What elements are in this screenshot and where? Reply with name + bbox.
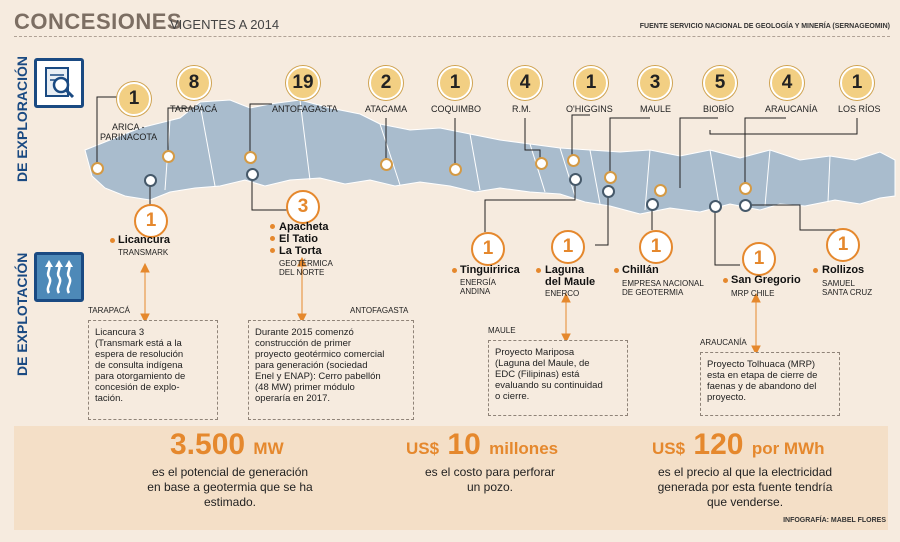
- note-label: MAULE: [488, 326, 516, 335]
- note-line: (Laguna del Maule, de: [495, 358, 590, 369]
- region-count-badge: 4: [508, 66, 542, 100]
- region-label: LOS RÍOS: [838, 104, 881, 114]
- stat-description: [400, 465, 580, 495]
- region-label: ARICA -: [112, 122, 145, 132]
- plant-company: ENERCO: [545, 289, 580, 298]
- note-box-araucania: [700, 352, 840, 416]
- note-line: Proyecto Tolhuaca (MRP): [707, 359, 816, 370]
- region-marker: [91, 162, 104, 175]
- note-box-tarapaca: [88, 320, 218, 420]
- stat-desc-line: que venderse.: [706, 495, 784, 509]
- plant-name: Chillán: [622, 264, 659, 276]
- region-count-badge: 5: [703, 66, 737, 100]
- note-line: construcción de primer: [255, 338, 352, 349]
- stat-description: [130, 465, 330, 510]
- note-line: (Transmark está a la: [95, 338, 182, 349]
- region-label: MAULE: [640, 104, 672, 114]
- region-count-badge: 19: [286, 66, 320, 100]
- region-label-line2: PARINACOTA: [100, 132, 158, 142]
- plant-name: Tinguiririca: [460, 264, 520, 276]
- infographic-credit: INFOGRAFÍA: MABEL FLORES: [783, 517, 886, 524]
- region-marker: [535, 157, 548, 170]
- region-label: BIOBÍO: [703, 104, 735, 114]
- stat-desc-line: es el costo para perforar: [424, 465, 556, 479]
- stat-desc-line: un pozo.: [466, 480, 514, 494]
- stat-desc-line: es el potencial de generación: [151, 465, 309, 479]
- note-line: Proyecto Mariposa: [495, 347, 575, 358]
- section-label-explotacion: DE EXPLOTACIÓN: [14, 252, 30, 376]
- stat-prefix: US$: [406, 439, 440, 458]
- stat-number: 120: [693, 428, 744, 461]
- plant-name-line2: del Maule: [545, 276, 596, 288]
- note-line: Enel y ENAP): Cerro pabellón: [255, 371, 381, 382]
- region-count-badge: 1: [117, 82, 151, 116]
- region-label: ARAUCANÍA: [765, 104, 818, 114]
- plant-name: La Torta: [279, 245, 322, 257]
- plant-company: SAMUEL: [822, 279, 855, 288]
- plant-name: Laguna: [545, 264, 585, 276]
- region-label: TARAPACÁ: [170, 104, 218, 114]
- note-box-antofagasta: [248, 320, 414, 420]
- note-line: para otorgamiento de: [95, 371, 186, 382]
- region-marker: [162, 150, 175, 163]
- source-credit: FUENTE SERVICIO NACIONAL DE GEOLOGÍA Y MINERÍA (SERNAGEOMIN): [639, 23, 890, 30]
- note-line: concesión de explo-: [95, 382, 180, 393]
- plant-company-line2: SANTA CRUZ: [822, 288, 873, 297]
- region-count-badge: 1: [574, 66, 608, 100]
- note-label: ARAUCANÍA: [700, 338, 747, 347]
- region-marker: [380, 158, 393, 171]
- bullet-dot: [723, 278, 728, 283]
- note-line: proyecto.: [707, 392, 747, 403]
- section-label-exploracion: DE EXPLORACIÓN: [14, 55, 30, 182]
- region-count-badge: 3: [638, 66, 672, 100]
- page-title: CONCESIONES: [14, 9, 183, 34]
- note-box-maule: [488, 340, 628, 416]
- plant-count-badge: 3: [286, 190, 320, 224]
- plant-count-badge: 1: [551, 230, 585, 264]
- region-marker: [604, 171, 617, 184]
- region-label: R.M.: [512, 104, 531, 114]
- page-subtitle: VIGENTES A 2014: [170, 17, 280, 32]
- bullet-dot: [813, 268, 818, 273]
- region-count-badge: 1: [840, 66, 874, 100]
- note-line: Licancura 3: [95, 327, 145, 338]
- stat-unit: MW: [253, 439, 284, 458]
- stat-value: [652, 428, 825, 462]
- region-marker: [244, 151, 257, 164]
- stat-number: 3.500: [170, 428, 246, 461]
- note-label: TARAPACÁ: [88, 306, 130, 315]
- note-line: Durante 2015 comenzó: [255, 327, 354, 338]
- plant-company: EMPRESA NACIONAL: [622, 279, 704, 288]
- plant-marker: [646, 198, 659, 211]
- plant-count-badge: 1: [639, 230, 673, 264]
- plant-marker: [709, 200, 722, 213]
- stat-prefix: US$: [652, 439, 686, 458]
- stat-value: [406, 428, 558, 462]
- stat-desc-line: en base a geotermia que se ha: [147, 480, 313, 494]
- region-marker: [567, 154, 580, 167]
- plant-company: ENERGÍA: [460, 278, 497, 287]
- note-line: para generación (sociedad: [255, 360, 368, 371]
- note-line: tación.: [95, 393, 123, 404]
- plant-count-badge: 1: [134, 204, 168, 238]
- plant-company: GEOTÉRMICA: [279, 259, 333, 268]
- region-marker: [449, 163, 462, 176]
- plant-marker: [739, 199, 752, 212]
- plant-company-line2: DEL NORTE: [279, 268, 325, 277]
- plant-company-line2: ANDINA: [460, 287, 491, 296]
- plant-marker: [602, 185, 615, 198]
- bullet-dot: [614, 268, 619, 273]
- region-count-badge: 1: [438, 66, 472, 100]
- bullet-dot: [270, 236, 275, 241]
- stat-desc-line: generada por esta fuente tendría: [657, 480, 833, 494]
- bullet-dot: [452, 268, 457, 273]
- region-label: ANTOFAGASTA: [272, 104, 338, 114]
- bullet-dot: [536, 268, 541, 273]
- stat-value: [170, 428, 284, 462]
- note-line: operaría en 2017.: [255, 393, 331, 404]
- plant-name: San Gregorio: [731, 274, 801, 286]
- plant-name: El Tatio: [279, 233, 318, 245]
- note-line: (48 MW) primer módulo: [255, 382, 355, 393]
- plant-company: MRP CHILE: [731, 289, 775, 298]
- region-count-badge: 4: [770, 66, 804, 100]
- plant-count-badge: 1: [742, 242, 776, 276]
- plant-company: TRANSMARK: [118, 248, 169, 257]
- note-line: esta en etapa de cierre de: [707, 370, 818, 381]
- stat-unit: por MWh: [751, 439, 825, 458]
- region-label: COQUIMBO: [431, 104, 482, 114]
- region-marker: [739, 182, 752, 195]
- stat-number: 10: [447, 428, 481, 461]
- note-line: faenas y de abandono del: [707, 381, 817, 392]
- note-line: evaluando su continuidad: [495, 380, 603, 391]
- plant-name: Licancura: [118, 234, 170, 246]
- region-label: O'HIGGINS: [566, 104, 613, 114]
- region-count-badge: 8: [177, 66, 211, 100]
- note-line: proyecto geotérmico comercial: [255, 349, 385, 360]
- note-line: espera de resolución: [95, 349, 184, 360]
- plant-count-badge: 1: [471, 232, 505, 266]
- region-marker: [654, 184, 667, 197]
- note-line: EDC (Filipinas) está: [495, 369, 580, 380]
- note-label: ANTOFAGASTA: [350, 306, 409, 315]
- plant-name: Apacheta: [279, 221, 329, 233]
- stat-unit: millones: [489, 439, 559, 458]
- note-line: o cierre.: [495, 391, 530, 402]
- plant-marker: [569, 173, 582, 186]
- bullet-dot: [270, 248, 275, 253]
- plant-name: Rollizos: [822, 264, 865, 276]
- stat-description: [630, 465, 860, 510]
- bullet-dot: [110, 238, 115, 243]
- stat-desc-line: es el precio al que la electricidad: [657, 465, 833, 479]
- plant-company-line2: DE GEOTERMIA: [622, 288, 684, 297]
- region-label: ATACAMA: [365, 104, 408, 114]
- region-count-badge: 2: [369, 66, 403, 100]
- stat-desc-line: estimado.: [203, 495, 257, 509]
- note-line: de consulta indígena: [95, 360, 183, 371]
- plant-count-badge: 1: [826, 228, 860, 262]
- bullet-dot: [270, 224, 275, 229]
- plant-marker: [246, 168, 259, 181]
- plant-marker: [144, 174, 157, 187]
